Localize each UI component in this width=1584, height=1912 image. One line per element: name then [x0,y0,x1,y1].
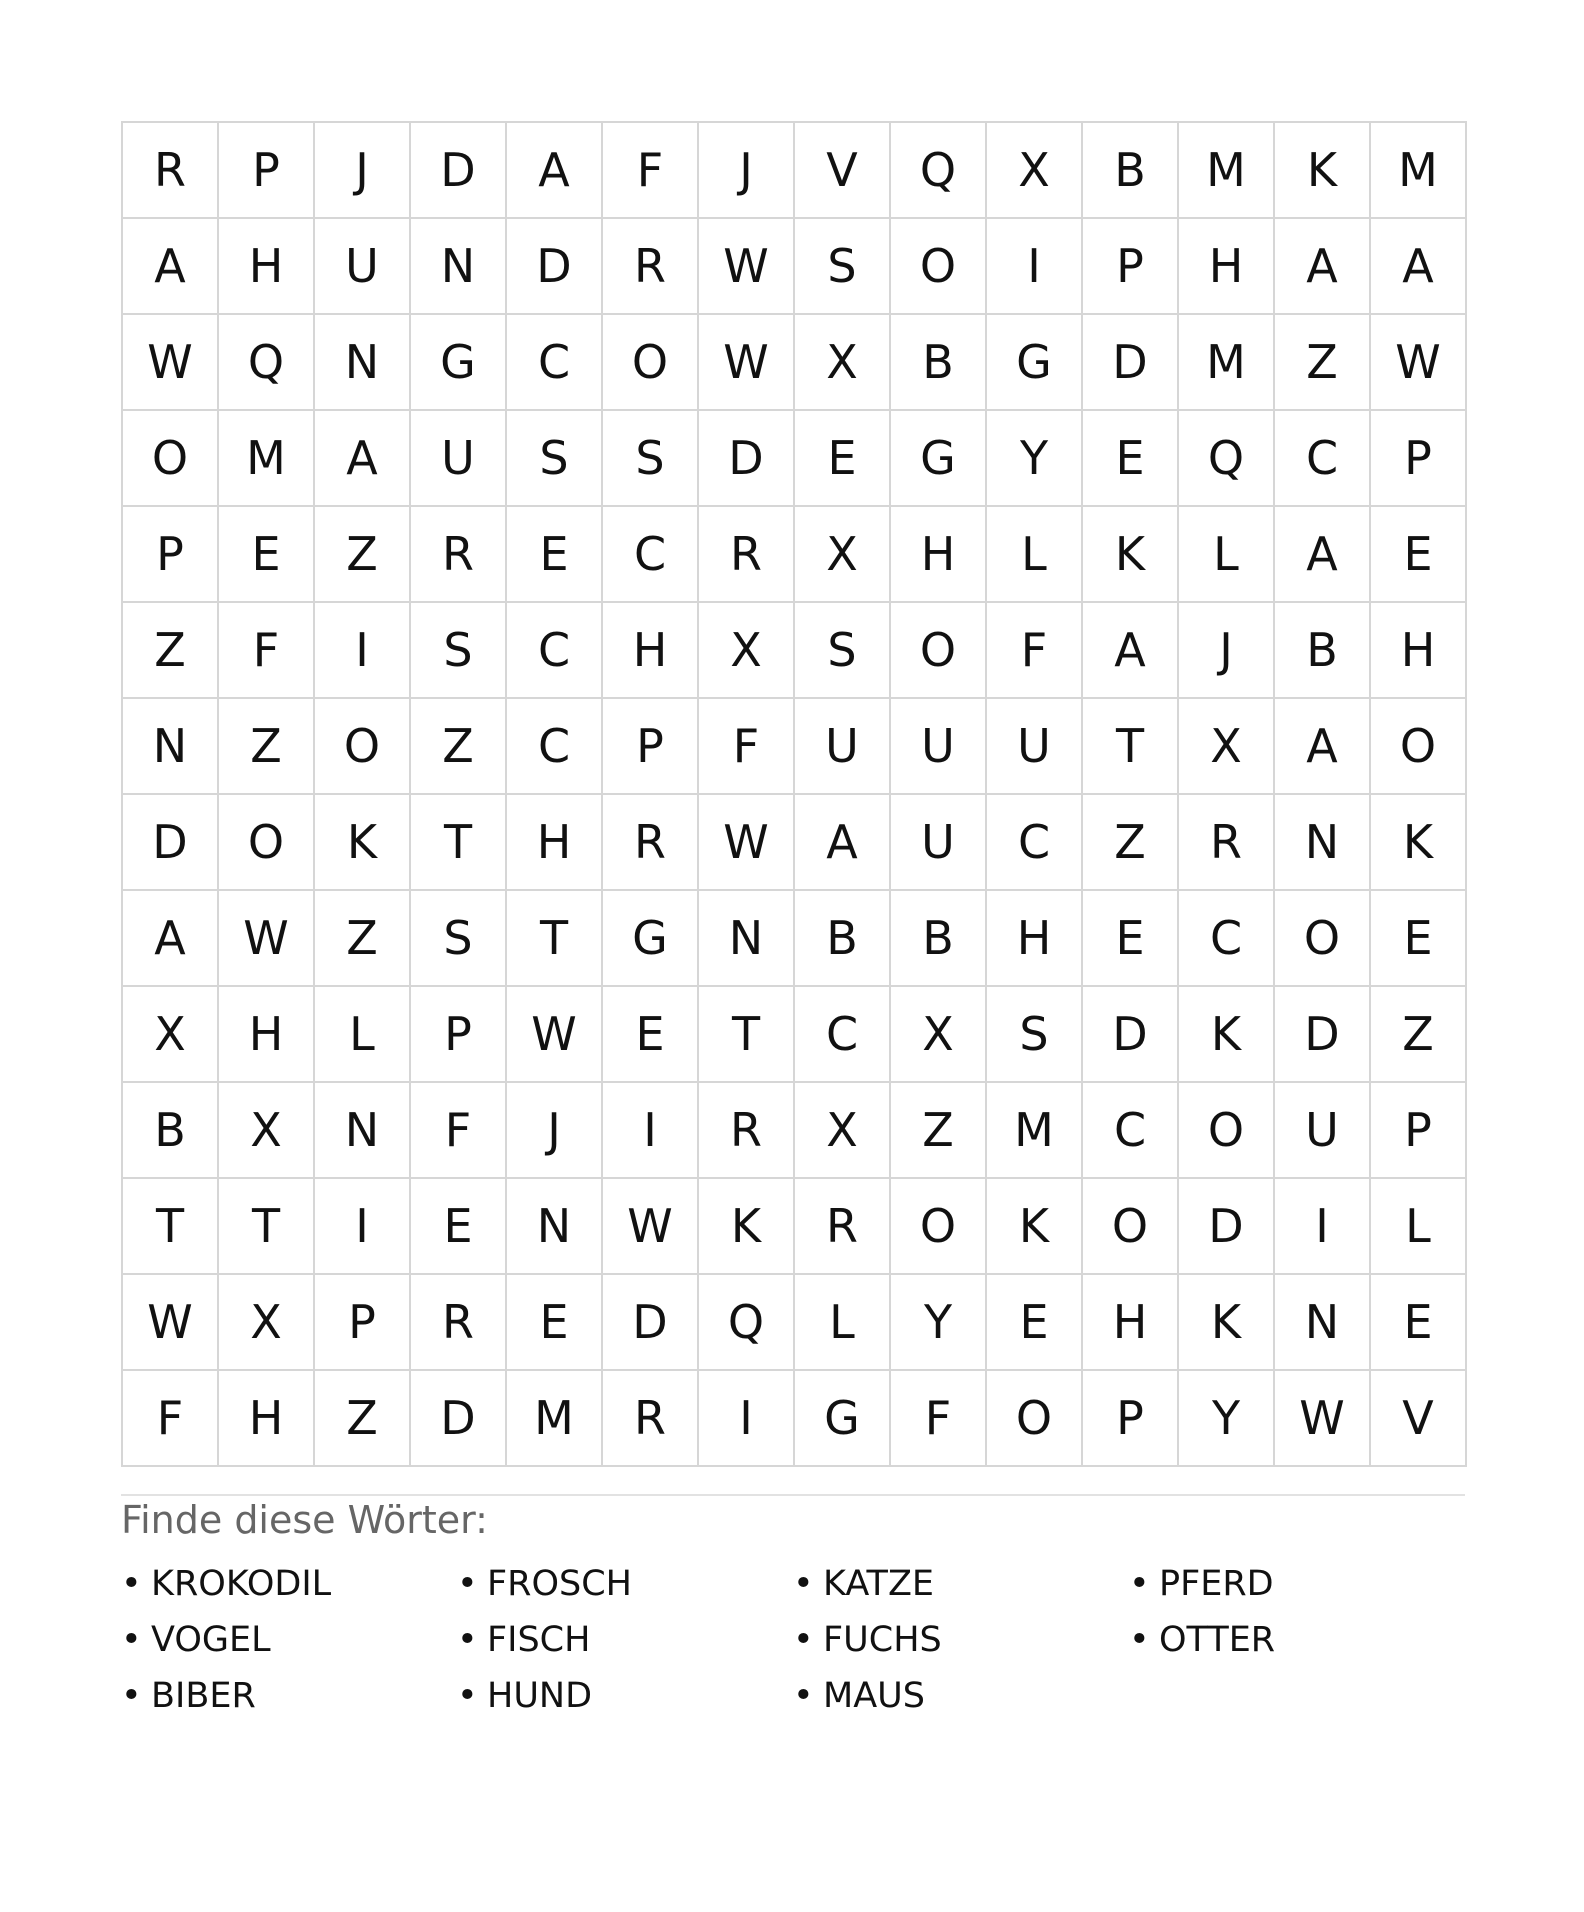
grid-cell[interactable]: D [123,795,219,891]
grid-cell[interactable]: J [699,123,795,219]
grid-cell[interactable]: N [507,1179,603,1275]
grid-cell[interactable]: E [987,1275,1083,1371]
grid-cell[interactable]: C [507,699,603,795]
grid-cell[interactable]: E [603,987,699,1083]
grid-cell[interactable]: A [795,795,891,891]
grid-cell[interactable]: H [987,891,1083,987]
grid-cell[interactable]: O [315,699,411,795]
bullet-icon: • [457,1619,478,1660]
word-list-item [121,1612,457,1668]
grid-cell[interactable]: H [1083,1275,1179,1371]
grid-cell[interactable]: R [603,1371,699,1467]
grid-cell[interactable]: J [1179,603,1275,699]
grid-cell[interactable]: E [1371,1275,1467,1371]
grid-cell[interactable]: W [219,891,315,987]
bullet-icon: • [793,1675,814,1716]
grid-cell[interactable]: D [603,1275,699,1371]
grid-cell[interactable]: X [699,603,795,699]
grid-cell[interactable]: S [603,411,699,507]
grid-cell[interactable]: T [411,795,507,891]
grid-cell[interactable]: E [411,1179,507,1275]
grid-cell[interactable]: N [315,1083,411,1179]
grid-cell[interactable]: S [507,411,603,507]
grid-cell[interactable]: D [411,123,507,219]
grid-cell[interactable]: U [891,699,987,795]
bullet-icon: • [1129,1619,1150,1660]
word-text: BIBER [151,1675,256,1716]
grid-cell[interactable]: U [891,795,987,891]
word-text: HUND [487,1675,593,1716]
word-list-item [457,1668,793,1724]
grid-cell[interactable]: X [219,1083,315,1179]
grid-cell[interactable]: A [1275,699,1371,795]
grid-cell[interactable]: F [123,1371,219,1467]
grid-cell[interactable]: Q [891,123,987,219]
grid-cell[interactable]: Z [1371,987,1467,1083]
grid-cell[interactable]: D [1275,987,1371,1083]
grid-cell[interactable]: C [1179,891,1275,987]
grid-cell[interactable]: H [219,1371,315,1467]
word-list-item [121,1668,457,1724]
grid-cell[interactable]: Z [315,1371,411,1467]
grid-cell[interactable]: I [987,219,1083,315]
grid-cell[interactable]: Z [1083,795,1179,891]
grid-cell[interactable]: W [699,795,795,891]
bullet-icon: • [457,1675,478,1716]
grid-cell[interactable]: E [795,411,891,507]
grid-cell[interactable]: R [1179,795,1275,891]
grid-cell[interactable]: P [1083,219,1179,315]
grid-cell[interactable]: F [891,1371,987,1467]
word-text: PFERD [1159,1563,1274,1604]
grid-cell[interactable]: L [795,1275,891,1371]
bullet-icon: • [121,1563,142,1604]
grid-cell[interactable]: H [891,507,987,603]
grid-cell[interactable]: D [1083,987,1179,1083]
grid-cell[interactable]: R [411,507,507,603]
grid-cell[interactable]: U [315,219,411,315]
grid-cell[interactable]: J [315,123,411,219]
grid-cell[interactable]: C [1275,411,1371,507]
grid-cell[interactable]: F [411,1083,507,1179]
grid-cell[interactable]: P [219,123,315,219]
grid-cell[interactable]: V [1371,1371,1467,1467]
grid-cell[interactable]: I [315,603,411,699]
grid-cell[interactable]: K [987,1179,1083,1275]
word-list-item [793,1556,1129,1612]
grid-cell[interactable]: A [123,219,219,315]
grid-cell[interactable]: U [987,699,1083,795]
grid-cell[interactable]: K [1275,123,1371,219]
grid-cell[interactable]: R [411,1275,507,1371]
grid-cell[interactable]: D [699,411,795,507]
grid-cell[interactable]: W [699,315,795,411]
grid-cell[interactable]: C [507,315,603,411]
grid-cell[interactable]: W [1275,1371,1371,1467]
grid-cell[interactable]: F [987,603,1083,699]
grid-cell[interactable]: R [603,795,699,891]
grid-cell[interactable]: N [699,891,795,987]
grid-cell[interactable]: N [123,699,219,795]
grid-cell[interactable]: G [987,315,1083,411]
grid-cell[interactable]: R [699,507,795,603]
grid-cell[interactable]: O [1179,1083,1275,1179]
grid-cell[interactable]: K [1083,507,1179,603]
grid-cell[interactable]: Y [987,411,1083,507]
bullet-icon: • [793,1619,814,1660]
word-list-item [121,1556,457,1612]
grid-cell[interactable]: N [1275,795,1371,891]
grid-cell[interactable]: X [795,315,891,411]
grid-cell[interactable]: P [315,1275,411,1371]
grid-cell[interactable]: P [603,699,699,795]
grid-cell[interactable]: B [891,315,987,411]
grid-cell[interactable]: K [1371,795,1467,891]
grid-cell[interactable]: Z [891,1083,987,1179]
grid-cell[interactable]: L [1179,507,1275,603]
word-text: KROKODIL [151,1563,332,1604]
grid-cell[interactable]: R [603,219,699,315]
grid-cell[interactable]: T [507,891,603,987]
bullet-icon: • [457,1563,478,1604]
grid-cell[interactable]: M [1179,123,1275,219]
grid-cell[interactable]: Z [123,603,219,699]
grid-cell[interactable]: H [507,795,603,891]
grid-cell[interactable]: H [603,603,699,699]
grid-cell[interactable]: W [123,315,219,411]
grid-cell[interactable]: K [1179,1275,1275,1371]
word-list-item [1129,1556,1465,1612]
grid-cell[interactable]: P [123,507,219,603]
grid-cell[interactable]: W [699,219,795,315]
grid-cell[interactable]: Q [219,315,315,411]
grid-cell[interactable]: Q [699,1275,795,1371]
grid-cell[interactable]: X [891,987,987,1083]
grid-cell[interactable]: P [1371,1083,1467,1179]
grid-cell[interactable]: G [411,315,507,411]
grid-cell[interactable]: I [315,1179,411,1275]
grid-cell[interactable]: E [219,507,315,603]
grid-cell[interactable]: W [603,1179,699,1275]
grid-cell[interactable]: T [699,987,795,1083]
grid-cell[interactable]: A [123,891,219,987]
grid-cell[interactable]: N [1275,1275,1371,1371]
grid-cell[interactable]: S [411,603,507,699]
grid-cell[interactable]: O [891,1179,987,1275]
grid-cell[interactable]: E [1371,891,1467,987]
grid-cell[interactable]: O [123,411,219,507]
grid-cell[interactable]: H [219,987,315,1083]
grid-cell[interactable]: X [987,123,1083,219]
grid-cell[interactable]: C [795,987,891,1083]
grid-cell[interactable]: S [795,219,891,315]
grid-cell[interactable]: K [315,795,411,891]
grid-cell[interactable]: N [411,219,507,315]
grid-cell[interactable]: L [1371,1179,1467,1275]
grid-cell[interactable]: C [987,795,1083,891]
grid-cell[interactable]: D [1083,315,1179,411]
grid-cell[interactable]: H [219,219,315,315]
grid-cell[interactable]: M [987,1083,1083,1179]
bullet-icon: • [121,1675,142,1716]
grid-cell[interactable]: B [1275,603,1371,699]
grid-cell[interactable]: I [603,1083,699,1179]
grid-cell[interactable]: Y [1179,1371,1275,1467]
grid-cell[interactable]: A [1275,219,1371,315]
grid-cell[interactable]: F [603,123,699,219]
grid-cell[interactable]: C [603,507,699,603]
grid-cell[interactable]: T [219,1179,315,1275]
grid-cell[interactable]: A [1083,603,1179,699]
grid-cell[interactable]: O [1371,699,1467,795]
grid-cell[interactable]: S [987,987,1083,1083]
word-text: KATZE [823,1563,935,1604]
grid-cell[interactable]: Z [1275,315,1371,411]
grid-cell[interactable]: V [795,123,891,219]
grid-cell[interactable]: D [411,1371,507,1467]
grid-cell[interactable]: H [1371,603,1467,699]
grid-cell[interactable]: P [1083,1371,1179,1467]
grid-cell[interactable]: L [315,987,411,1083]
grid-cell[interactable]: Z [315,891,411,987]
grid-cell[interactable]: G [891,411,987,507]
grid-cell[interactable]: W [507,987,603,1083]
grid-cell[interactable]: U [1275,1083,1371,1179]
grid-cell[interactable]: Q [1179,411,1275,507]
word-text: FISCH [487,1619,591,1660]
grid-cell[interactable]: T [1083,699,1179,795]
grid-cell[interactable]: H [1179,219,1275,315]
grid-cell[interactable]: B [1083,123,1179,219]
grid-cell[interactable]: C [507,603,603,699]
grid-cell[interactable]: M [507,1371,603,1467]
word-text: FUCHS [823,1619,942,1660]
grid-cell[interactable]: Y [891,1275,987,1371]
grid-cell[interactable]: P [1371,411,1467,507]
grid-cell[interactable]: K [699,1179,795,1275]
grid-cell[interactable]: X [795,507,891,603]
grid-cell[interactable]: E [1083,891,1179,987]
word-text: VOGEL [151,1619,271,1660]
bullet-icon: • [1129,1563,1150,1604]
grid-cell[interactable]: Z [219,699,315,795]
word-search-grid [121,121,1467,1467]
grid-cell[interactable]: F [219,603,315,699]
grid-cell[interactable]: E [1083,411,1179,507]
grid-cell[interactable]: S [411,891,507,987]
grid-cell[interactable]: U [411,411,507,507]
grid-cell[interactable]: G [603,891,699,987]
bullet-icon: • [121,1619,142,1660]
grid-cell[interactable]: R [123,123,219,219]
grid-cell[interactable]: A [1371,219,1467,315]
grid-cell[interactable]: G [795,1371,891,1467]
word-list-item [457,1556,793,1612]
word-list-item [457,1612,793,1668]
grid-cell[interactable]: O [219,795,315,891]
word-text: FROSCH [487,1563,632,1604]
grid-cell[interactable]: M [1179,315,1275,411]
grid-cell[interactable]: S [795,603,891,699]
grid-cell[interactable]: A [315,411,411,507]
grid-cell[interactable]: M [1371,123,1467,219]
word-list-item [793,1612,1129,1668]
grid-cell[interactable]: E [507,1275,603,1371]
word-text: MAUS [823,1675,925,1716]
grid-cell[interactable]: P [411,987,507,1083]
grid-cell[interactable]: L [987,507,1083,603]
grid-cell[interactable]: B [891,891,987,987]
grid-cell[interactable]: O [891,603,987,699]
grid-cell[interactable]: O [987,1371,1083,1467]
bullet-icon: • [793,1563,814,1604]
grid-cell[interactable]: E [507,507,603,603]
word-list-item [1129,1612,1465,1668]
grid-cell[interactable]: X [795,1083,891,1179]
divider [121,1494,1465,1496]
grid-cell[interactable]: A [1275,507,1371,603]
grid-cell[interactable]: U [795,699,891,795]
grid-cell[interactable]: M [219,411,315,507]
grid-cell[interactable]: Z [315,507,411,603]
grid-cell[interactable]: C [1083,1083,1179,1179]
grid-cell[interactable]: B [795,891,891,987]
word-list [121,1556,1465,1724]
grid-cell[interactable]: I [1275,1179,1371,1275]
grid-cell[interactable]: O [1083,1179,1179,1275]
grid-cell[interactable]: F [699,699,795,795]
grid-cell[interactable]: O [603,315,699,411]
grid-cell[interactable]: D [507,219,603,315]
grid-cell[interactable]: R [699,1083,795,1179]
grid-cell[interactable]: W [123,1275,219,1371]
word-list-item [793,1668,1129,1724]
grid-cell[interactable]: X [1179,699,1275,795]
grid-cell[interactable]: O [1275,891,1371,987]
grid-cell[interactable]: J [507,1083,603,1179]
grid-cell[interactable]: W [1371,315,1467,411]
grid-cell[interactable]: O [891,219,987,315]
grid-cell[interactable]: R [795,1179,891,1275]
grid-cell[interactable]: B [123,1083,219,1179]
grid-cell[interactable]: T [123,1179,219,1275]
grid-cell[interactable]: K [1179,987,1275,1083]
grid-cell[interactable]: Z [411,699,507,795]
grid-cell[interactable]: X [219,1275,315,1371]
grid-cell[interactable]: A [507,123,603,219]
word-list-title: Finde diese Wörter: [121,1498,488,1542]
grid-cell[interactable]: X [123,987,219,1083]
grid-cell[interactable]: I [699,1371,795,1467]
grid-cell[interactable]: N [315,315,411,411]
grid-cell[interactable]: D [1179,1179,1275,1275]
word-text: OTTER [1159,1619,1276,1660]
grid-cell[interactable]: E [1371,507,1467,603]
